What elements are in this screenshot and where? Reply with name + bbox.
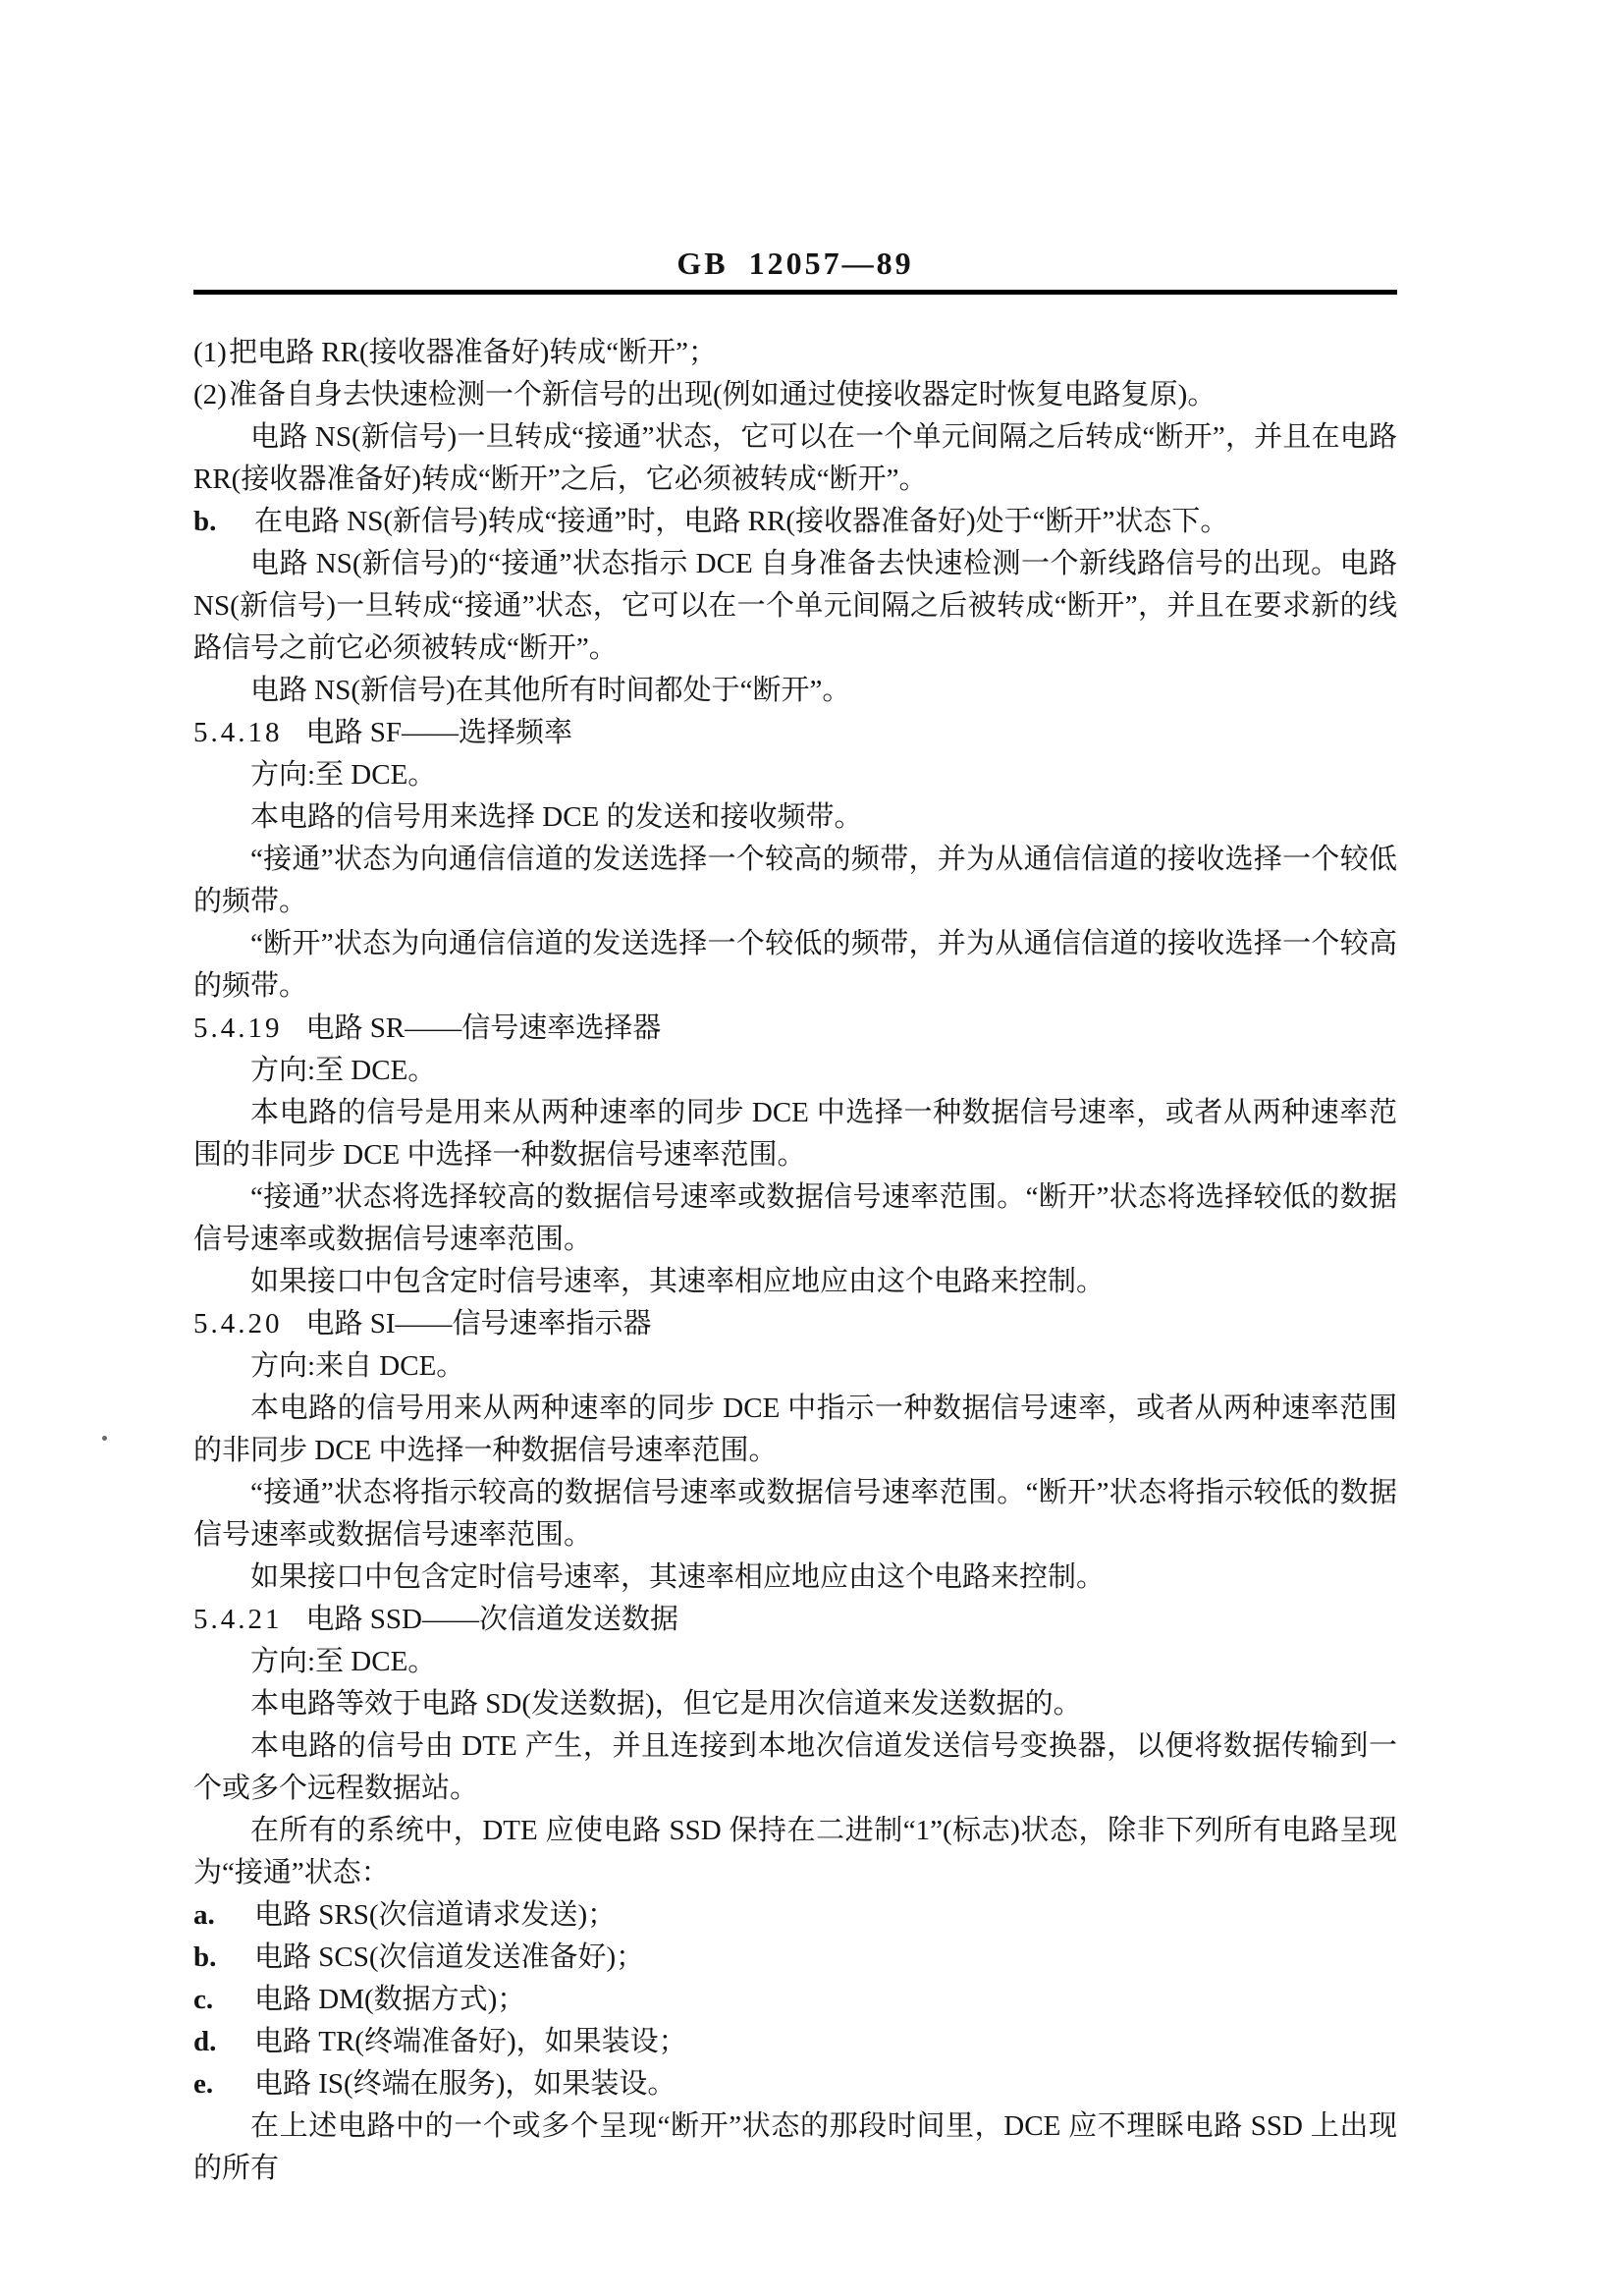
paragraph: 电路 NS(新信号)的“接通”状态指示 DCE 自身准备去快速检测一个新线路信号的出现。电路 NS(新信号)一旦转成“接通”状态，它可以在一个单元间隔之后被转成“断开”，并且在要求新的线路信号之前它必须被转成“断开”。 [193, 548, 1397, 664]
paragraph: 本电路的信号用来选择 DCE 的发送和接收频带。 [250, 801, 863, 833]
lettered-item [193, 501, 1397, 543]
clause-number: 5.4.19 [193, 1012, 283, 1044]
paragraph: “接通”状态将选择较高的数据信号速率或数据信号速率范围。“断开”状态将选择较低的数据信号速率或数据信号速率范围。 [193, 1181, 1397, 1255]
item-text: 电路 SRS(次信道请求发送)； [254, 1899, 617, 1931]
clause-number: 5.4.20 [193, 1308, 283, 1339]
paragraph: 在上述电路中的一个或多个呈现“断开”状态的那段时间里，DCE 应不理睬电路 SSD 上出现的所有 [193, 2110, 1397, 2184]
paragraph: 如果接口中包含定时信号速率，其速率相应地应由这个电路来控制。 [250, 1266, 1106, 1297]
item-text: 准备自身去快速检测一个新信号的出现(例如通过使接收器定时恢复电路复原)。 [229, 379, 1216, 410]
item-marker: e. [193, 2068, 214, 2100]
item-marker: a. [193, 1899, 215, 1931]
clause-heading [193, 1303, 1397, 1345]
lettered-item [193, 1894, 1397, 1937]
item-marker: b. [193, 1941, 217, 1973]
item-marker: c. [193, 1984, 214, 2015]
numbered-item [193, 374, 1397, 416]
item-text: 电路 DM(数据方式)； [254, 1984, 526, 2015]
clause-heading [193, 712, 1397, 754]
lettered-item [193, 1937, 1397, 1979]
item-marker: (2) [193, 379, 227, 410]
paragraph: “接通”状态将指示较高的数据信号速率或数据信号速率范围。“断开”状态将指示较低的数据信号速率或数据信号速率范围。 [193, 1477, 1397, 1551]
item-marker: b. [193, 506, 217, 537]
lettered-item [193, 2063, 1397, 2105]
numbered-item [193, 332, 1397, 374]
item-marker: d. [193, 2026, 217, 2057]
clause-heading [193, 1599, 1397, 1641]
paragraph: 本电路的信号用来从两种速率的同步 DCE 中指示一种数据信号速率，或者从两种速率范围的非同步 DCE 中选择一种数据信号速率范围。 [193, 1393, 1397, 1466]
item-text: 电路 IS(终端在服务)，如果装设。 [254, 2068, 676, 2100]
clause-heading [193, 1008, 1397, 1050]
header-rule [193, 290, 1397, 295]
item-text: 把电路 RR(接收器准备好)转成“断开”； [229, 337, 717, 368]
clause-number: 5.4.18 [193, 717, 283, 748]
lettered-item [193, 1979, 1397, 2021]
paragraph: 本电路等效于电路 SD(发送数据)，但它是用次信道来发送数据的。 [250, 1688, 1082, 1720]
clause-number: 5.4.21 [193, 1604, 283, 1635]
paragraph: 方向:至 DCE。 [250, 1646, 437, 1677]
paragraph: 方向:至 DCE。 [250, 759, 437, 791]
paragraph: 本电路的信号是用来从两种速率的同步 DCE 中选择一种数据信号速率，或者从两种速率范围的非同步 DCE 中选择一种数据信号速率范围。 [193, 1097, 1397, 1171]
clause-title: 电路 SR——信号速率选择器 [305, 1012, 662, 1044]
paragraph: 如果接口中包含定时信号速率，其速率相应地应由这个电路来控制。 [250, 1561, 1106, 1593]
item-marker: (1) [193, 337, 227, 368]
paragraph: 电路 NS(新信号)一旦转成“接通”状态，它可以在一个单元间隔之后转成“断开”，并且在电路 RR(接收器准备好)转成“断开”之后，它必须被转成“断开”。 [193, 421, 1397, 495]
paragraph: 电路 NS(新信号)在其他所有时间都处于“断开”。 [250, 675, 851, 706]
paragraph: 方向:来自 DCE。 [250, 1350, 465, 1382]
clause-title: 电路 SSD——次信道发送数据 [305, 1604, 678, 1635]
paragraph: “断开”状态为向通信信道的发送选择一个较低的频带，并为从通信信道的接收选择一个较高的频带。 [193, 928, 1397, 1002]
item-text: 在电路 NS(新信号)转成“接通”时，电路 RR(接收器准备好)处于“断开”状态下。 [254, 506, 1229, 537]
clause-title: 电路 SI——信号速率指示器 [305, 1308, 652, 1339]
item-text: 电路 SCS(次信道发送准备好)； [254, 1941, 645, 1973]
clause-title: 电路 SF——选择频率 [305, 717, 573, 748]
lettered-item [193, 2021, 1397, 2063]
scan-speckle [102, 1436, 107, 1441]
paragraph: 方向:至 DCE。 [250, 1055, 437, 1086]
paragraph: 在所有的系统中，DTE 应使电路 SSD 保持在二进制“1”(标志)状态，除非下列所有电路呈现为“接通”状态： [193, 1815, 1397, 1888]
item-text: 电路 TR(终端准备好)，如果装设； [254, 2026, 687, 2057]
paragraph: 本电路的信号由 DTE 产生，并且连接到本地次信道发送信号变换器，以便将数据传输到一个或多个远程数据站。 [193, 1730, 1397, 1804]
paragraph: “接通”状态为向通信信道的发送选择一个较高的频带，并为从通信信道的接收选择一个较低的频带。 [193, 844, 1397, 917]
document-content [193, 332, 1397, 2190]
standard-code: GB 12057—89 [676, 246, 914, 281]
